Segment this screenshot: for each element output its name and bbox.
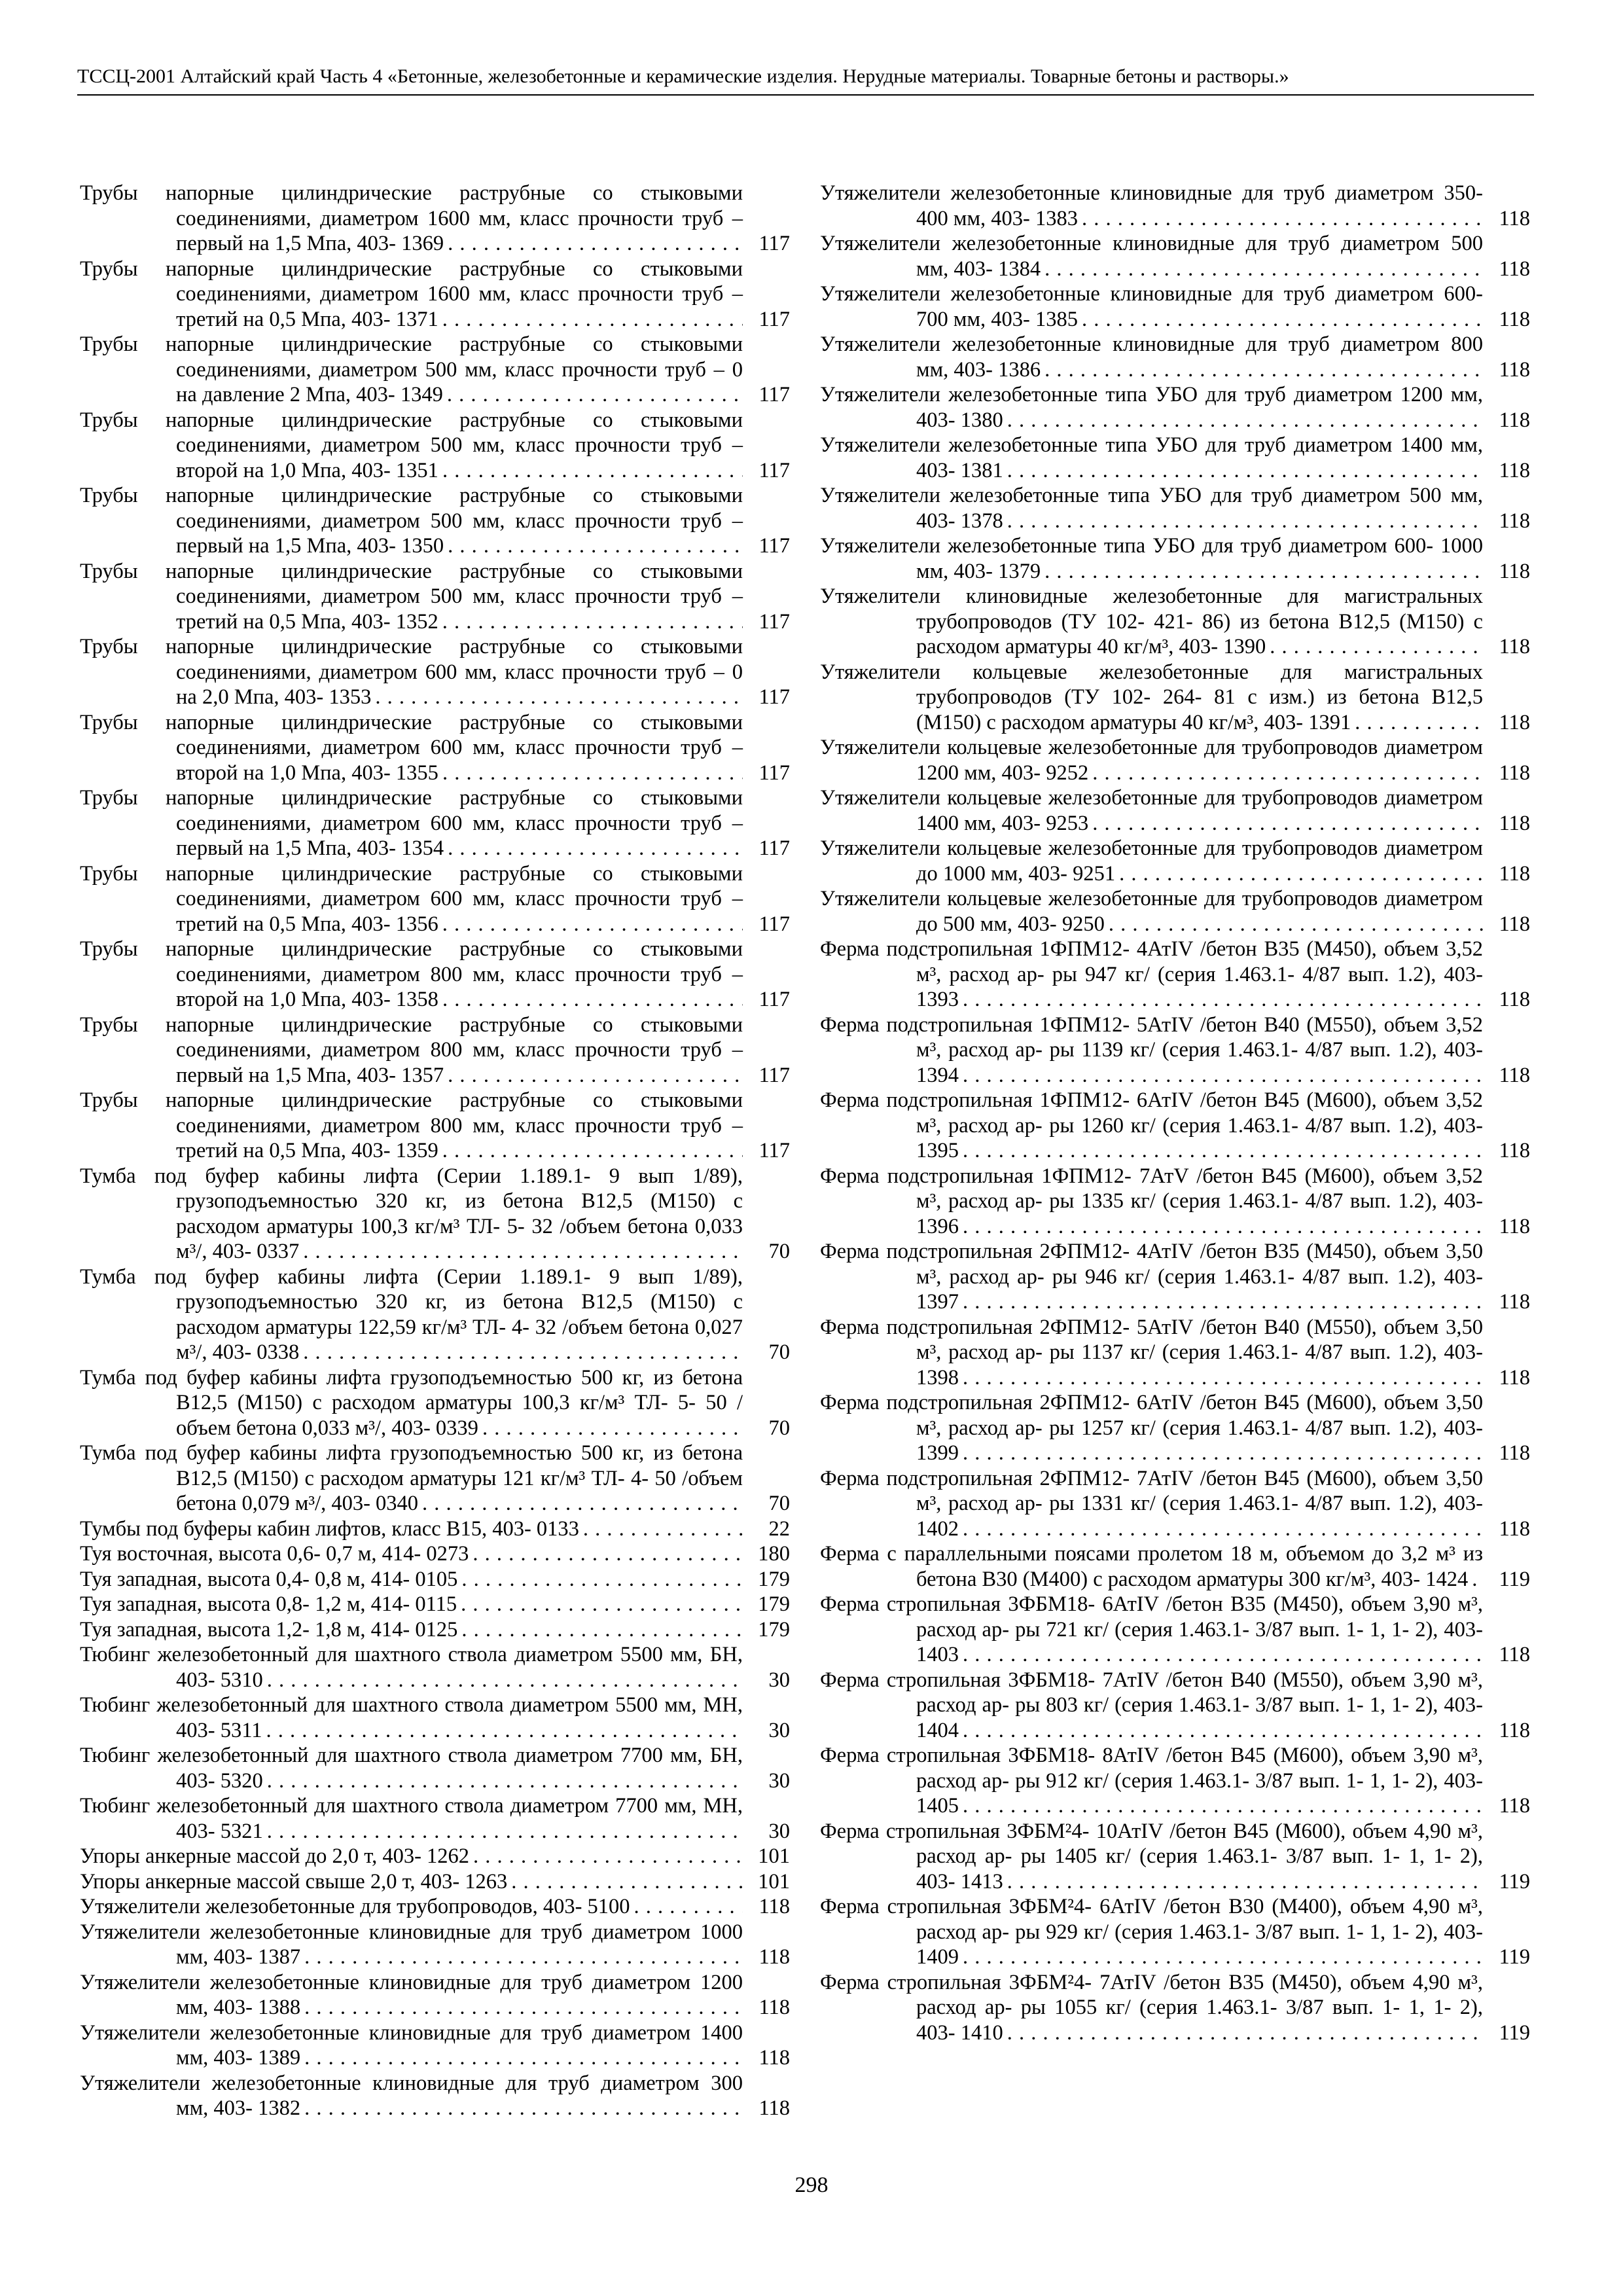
- index-entry-text: Трубы напорные цилиндрические раструбные со стыковыми соединениями, диаметром 600 мм, класс прочности труб – третий на 0,5 Мпа, 403- 1356: [80, 861, 743, 936]
- index-entry-page: 118: [1483, 987, 1530, 1013]
- index-entry-text: Ферма стропильная 3ФБМ18- 7АтIV /бетон В40 (М550), объем 3,90 м³, расход ар- ры 803 кг/ (серия 1.463.1- 3/87 вып. 1- 1, 1- 2), 403- 1404: [820, 1668, 1483, 1742]
- page-number: 298: [794, 2173, 829, 2197]
- index-entry-text: Трубы напорные цилиндрические раструбные со стыковыми соединениями, диаметром 1600 мм, класс прочности труб – первый на 1,5 Мпа, 403- 1369: [80, 181, 743, 255]
- index-entry-text: Туя западная, высота 0,8- 1,2 м, 414- 0115: [80, 1592, 457, 1616]
- index-entry-text: Утяжелители железобетонные клиновидные для труб диаметром 1200 мм, 403- 1388: [80, 1970, 743, 2019]
- index-entry: [80, 1592, 790, 1617]
- index-entry-page: 118: [743, 1945, 790, 1970]
- index-entry-page: 118: [1483, 861, 1530, 887]
- index-entry: [80, 483, 790, 559]
- index-entry-text: Трубы напорные цилиндрические раструбные со стыковыми соединениями, диаметром 500 мм, класс прочности труб – 0 на давление 2 Мпа, 403- 1349: [80, 332, 743, 406]
- index-entry-text: Туя западная, высота 0,4- 0,8 м, 414- 0105: [80, 1567, 458, 1591]
- index-entry-text: Утяжелители железобетонные клиновидные для труб диаметром 350- 400 мм, 403- 1383: [820, 181, 1483, 230]
- index-entry-text: Ферма подстропильная 1ФПМ12- 7АтV /бетон В45 (М600), объем 3,52 м³, расход ар- ры 1335 кг/ (серия 1.463.1- 4/87 вып. 1.2), 403- 1396: [820, 1164, 1483, 1238]
- index-entry-text: Утяжелители железобетонные клиновидные для труб диаметром 600- 700 мм, 403- 1385: [820, 282, 1483, 331]
- index-entry: [820, 332, 1530, 382]
- index-entry: [820, 1668, 1530, 1744]
- index-entry: [80, 1920, 790, 1970]
- index-entry-text: Утяжелители железобетонные клиновидные для труб диаметром 300 мм, 403- 1382: [80, 2071, 743, 2120]
- index-entry: [820, 1466, 1530, 1542]
- index-entry-text: Утяжелители железобетонные клиновидные для труб диаметром 500 мм, 403- 1384: [820, 232, 1483, 281]
- index-entry: [80, 408, 790, 484]
- index-entry: [80, 1567, 790, 1592]
- index-entry-text: Трубы напорные цилиндрические раструбные со стыковыми соединениями, диаметром 600 мм, класс прочности труб – второй на 1,0 Мпа, 403- 1355: [80, 710, 743, 785]
- index-entry-page: 70: [743, 1491, 790, 1516]
- index-entry-page: 117: [743, 231, 790, 257]
- index-entry-page: 118: [1483, 1214, 1530, 1240]
- index-entry-page: 117: [743, 761, 790, 786]
- index-entry: [80, 937, 790, 1013]
- index-entry-page: 117: [743, 685, 790, 710]
- index-entry-text: Утяжелители кольцевые железобетонные для магистральных трубопроводов (ТУ 102- 264- 81 с изм.) из бетона В12,5 (М150) с расходом арматуры 40 кг/м³, 403- 1391: [820, 660, 1483, 734]
- index-entry-text: Ферма стропильная 3ФБМ²4- 7АтIV /бетон В35 (М450), объем 4,90 м³, расход ар- ры 1055 кг/ (серия 1.463.1- 3/87 вып. 1- 1, 1- 2), 403- 1410: [820, 1970, 1483, 2045]
- index-entry: [820, 281, 1530, 332]
- index-entry-text: Ферма подстропильная 1ФПМ12- 6АтIV /бетон В45 (М600), объем 3,52 м³, расход ар- ры 1260 кг/ (серия 1.463.1- 4/87 вып. 1.2), 403- 1395: [820, 1088, 1483, 1162]
- index-entry-page: 117: [743, 609, 790, 635]
- index-entry-page: 118: [1483, 1793, 1530, 1819]
- index-entry-text: Утяжелители железобетонные типа УБО для труб диаметром 1400 мм, 403- 1381: [820, 433, 1483, 482]
- index-entry: [820, 1315, 1530, 1391]
- index-entry-text: Тумба под буфер кабины лифта грузоподъемностью 500 кг, из бетона В12,5 (М150) с расходом арматуры 121 кг/м³ ТЛ- 4- 50 /объем бетона 0,079 м³/, 403- 0340: [80, 1441, 743, 1515]
- index-entry-page: 117: [743, 1138, 790, 1164]
- index-entry-page: 118: [1483, 1516, 1530, 1542]
- index-entry-page: 30: [743, 1668, 790, 1693]
- index-entry-text: Ферма с параллельными поясами пролетом 18 м, объемом до 3,2 м³ из бетона В30 (М400) с расходом арматуры 300 кг/м³, 403- 1424: [820, 1542, 1483, 1591]
- index-entry-page: 30: [743, 1718, 790, 1744]
- index-entry-text: Туя западная, высота 1,2- 1,8 м, 414- 0125: [80, 1617, 458, 1641]
- index-entry-text: Ферма подстропильная 2ФПМ12- 5АтIV /бетон В40 (М550), объем 3,50 м³, расход ар- ры 1137 кг/ (серия 1.463.1- 4/87 вып. 1.2), 403- 1398: [820, 1315, 1483, 1390]
- index-entry-text: Ферма стропильная 3ФБМ²4- 10АтIV /бетон В45 (М600), объем 4,90 м³, расход ар- ры 1405 кг/ (серия 1.463.1- 3/87 вып. 1- 1, 1- 2), 403- 1413: [820, 1819, 1483, 1893]
- index-entry: [80, 634, 790, 710]
- index-entry-page: 118: [1483, 257, 1530, 282]
- index-entry-page: 118: [1483, 1289, 1530, 1315]
- index-entry: [820, 1088, 1530, 1164]
- index-entry-text: Утяжелители клиновидные железобетонные для магистральных трубопроводов (ТУ 102- 421- 86) из бетона В12,5 (М150) с расходом арматуры 40 кг/м³, 403- 1390: [820, 584, 1483, 658]
- index-entry: [80, 1970, 790, 2020]
- index-entry: [80, 1365, 790, 1441]
- index-entry: [820, 1592, 1530, 1668]
- index-entry-text: Ферма стропильная 3ФБМ18- 6АтIV /бетон В35 (М450), объем 3,90 м³, расход ар- ры 721 кг/ (серия 1.463.1- 3/87 вып. 1- 1, 1- 2), 403- 1403: [820, 1592, 1483, 1666]
- index-entry: [820, 836, 1530, 886]
- index-entry: [820, 1239, 1530, 1315]
- index-entry-page: 118: [743, 2096, 790, 2121]
- index-entry: [80, 257, 790, 332]
- index-entry-text: Трубы напорные цилиндрические раструбные со стыковыми соединениями, диаметром 1600 мм, класс прочности труб – третий на 0,5 Мпа, 403- 1371: [80, 257, 743, 331]
- index-entry-page: 118: [743, 1894, 790, 1920]
- index-entry-page: 70: [743, 1340, 790, 1365]
- index-entry-text: Ферма подстропильная 2ФПМ12- 4АтIV /бетон В35 (М450), объем 3,50 м³, расход ар- ры 946 кг/ (серия 1.463.1- 4/87 вып. 1.2), 403- 1397: [820, 1240, 1483, 1314]
- index-entry-text: Трубы напорные цилиндрические раструбные со стыковыми соединениями, диаметром 800 мм, класс прочности труб – второй на 1,0 Мпа, 403- 1358: [80, 937, 743, 1011]
- index-entry-text: Утяжелители кольцевые железобетонные для трубопроводов диаметром до 500 мм, 403- 9250: [820, 887, 1483, 936]
- index-entry-page: 117: [743, 382, 790, 408]
- index-entry-page: 70: [743, 1416, 790, 1441]
- index-entry-page: 30: [743, 1819, 790, 1844]
- index-column-left: [80, 181, 790, 2121]
- index-entry-page: 118: [1483, 206, 1530, 232]
- index-entry-text: Утяжелители железобетонные клиновидные для труб диаметром 800 мм, 403- 1386: [820, 332, 1483, 382]
- index-entry-page: 118: [1483, 408, 1530, 433]
- index-entry: [80, 1642, 790, 1693]
- index-entry-text: Тюбинг железобетонный для шахтного ствола диаметром 5500 мм, МН, 403- 5311: [80, 1693, 743, 1742]
- index-entry: [820, 533, 1530, 584]
- index-entry: [820, 231, 1530, 281]
- index-entry: [820, 1894, 1530, 1970]
- index-entry-text: Тюбинг железобетонный для шахтного ствола диаметром 5500 мм, БН, 403- 5310: [80, 1643, 743, 1692]
- index-entry-text: Утяжелители железобетонные типа УБО для труб диаметром 600- 1000 мм, 403- 1379: [820, 534, 1483, 583]
- index-entry-text: Утяжелители железобетонные клиновидные для труб диаметром 1000 мм, 403- 1387: [80, 1920, 743, 1969]
- index-entry: [820, 1390, 1530, 1466]
- index-entry-page: 117: [743, 533, 790, 559]
- index-entry: [80, 1516, 790, 1542]
- index-entry-page: 119: [1483, 1567, 1530, 1592]
- index-entry-page: 179: [743, 1592, 790, 1617]
- index-entry-text: Трубы напорные цилиндрические раструбные со стыковыми соединениями, диаметром 600 мм, класс прочности труб – первый на 1,5 Мпа, 403- 1354: [80, 786, 743, 860]
- index-entry: [820, 785, 1530, 836]
- index-entry: [80, 181, 790, 257]
- index-entry: [820, 1013, 1530, 1088]
- index-entry: [80, 1541, 790, 1567]
- index-entry-page: 101: [743, 1869, 790, 1895]
- index-entry-page: 118: [1483, 1642, 1530, 1668]
- index-entry: [820, 483, 1530, 533]
- index-entry-page: 70: [743, 1239, 790, 1265]
- index-entry: [820, 886, 1530, 937]
- index-entry-page: 118: [1483, 1718, 1530, 1744]
- index-entry-page: 118: [1483, 1365, 1530, 1391]
- index-entry-page: 118: [1483, 811, 1530, 836]
- index-entry-text: Утяжелители железобетонные типа УБО для труб диаметром 500 мм, 403- 1378: [820, 484, 1483, 533]
- index-entry-text: Тумба под буфер кабины лифта (Серии 1.189.1- 9 вып 1/89), грузоподъемностью 320 кг, из бетона В12,5 (М150) с расходом арматуры 122,59 кг/м³ ТЛ- 4- 32 /объем бетона 0,027 м³/, 403- 0338: [80, 1265, 743, 1364]
- index-entry-page: 118: [743, 2045, 790, 2071]
- index-entry-text: Тюбинг железобетонный для шахтного ствола диаметром 7700 мм, МН, 403- 5321: [80, 1794, 743, 1843]
- index-entry-page: 117: [743, 912, 790, 937]
- index-entry-text: Трубы напорные цилиндрические раструбные со стыковыми соединениями, диаметром 500 мм, класс прочности труб – первый на 1,5 Мпа, 403- 1350: [80, 484, 743, 558]
- index-entry-text: Тумба под буфер кабины лифта грузоподъемностью 500 кг, из бетона В12,5 (М150) с расходом арматуры 100,3 кг/м³ ТЛ- 5- 50 /объем бетона 0,033 м³/, 403- 0339: [80, 1365, 743, 1440]
- index-entry-page: 118: [1483, 307, 1530, 332]
- index-entry: [80, 1013, 790, 1088]
- index-entry-page: 118: [1483, 761, 1530, 786]
- index-entry: [80, 785, 790, 861]
- index-entry: [80, 2071, 790, 2121]
- index-entry-page: 179: [743, 1567, 790, 1592]
- index-entry: [80, 1617, 790, 1643]
- index-entry-text: Тумбы под буферы кабин лифтов, класс В15, 403- 0133: [80, 1516, 579, 1541]
- index-entry-text: Трубы напорные цилиндрические раструбные со стыковыми соединениями, диаметром 600 мм, класс прочности труб – 0 на 2,0 Мпа, 403- 1353: [80, 635, 743, 709]
- index-entry-page: 22: [743, 1516, 790, 1542]
- index-entry-text: Утяжелители кольцевые железобетонные для трубопроводов диаметром до 1000 мм, 403- 9251: [820, 836, 1483, 886]
- index-entry-page: 118: [743, 1995, 790, 2020]
- index-entry: [820, 382, 1530, 433]
- index-entry: [80, 559, 790, 635]
- index-entry-page: 117: [743, 987, 790, 1013]
- index-entry-page: 30: [743, 1768, 790, 1794]
- index-entry: [820, 1541, 1530, 1592]
- index-entry-page: 117: [743, 307, 790, 332]
- index-entry: [80, 1793, 790, 1844]
- index-entry-page: 118: [1483, 912, 1530, 937]
- index-entry: [80, 1088, 790, 1164]
- index-entry-text: Упоры анкерные массой до 2,0 т, 403- 1262: [80, 1844, 470, 1868]
- index-entry-page: 119: [1483, 1945, 1530, 1970]
- index-entry: [80, 1743, 790, 1793]
- index-entry-page: 118: [1483, 634, 1530, 660]
- index-entry-text: Утяжелители кольцевые железобетонные для трубопроводов диаметром 1400 мм, 403- 9253: [820, 786, 1483, 835]
- index-entry: [80, 1894, 790, 1920]
- index-entry: [820, 1743, 1530, 1819]
- index-entry-page: 118: [1483, 1063, 1530, 1088]
- index-entry-text: Ферма подстропильная 1ФПМ12- 4АтIV /бетон В35 (М450), объем 3,52 м³, расход ар- ры 947 кг/ (серия 1.463.1- 4/87 вып. 1.2), 403- 1393: [820, 937, 1483, 1011]
- index-entry: [80, 710, 790, 786]
- index-entry: [80, 861, 790, 937]
- index-entry-text: Утяжелители железобетонные типа УБО для труб диаметром 1200 мм, 403- 1380: [820, 383, 1483, 432]
- running-header: [77, 64, 1534, 96]
- index-entry-page: 118: [1483, 710, 1530, 736]
- index-entry-page: 117: [743, 458, 790, 484]
- index-entry-text: Трубы напорные цилиндрические раструбные со стыковыми соединениями, диаметром 800 мм, класс прочности труб – первый на 1,5 Мпа, 403- 1357: [80, 1013, 743, 1087]
- index-entry-text: Утяжелители железобетонные для трубопроводов, 403- 5100: [80, 1895, 630, 1918]
- index-entry-text: Тумба под буфер кабины лифта (Серии 1.189.1- 9 вып 1/89), грузоподъемностью 320 кг, из бетона В12,5 (М150) с расходом арматуры 100,3 кг/м³ ТЛ- 5- 32 /объем бетона 0,033 м³/, 403- 0337: [80, 1164, 743, 1263]
- index-entry-text: Утяжелители железобетонные клиновидные для труб диаметром 1400 мм, 403- 1389: [80, 2020, 743, 2070]
- index-entry: [80, 332, 790, 408]
- index-entry: [820, 735, 1530, 785]
- index-entry-page: 119: [1483, 2020, 1530, 2046]
- index-entry: [820, 181, 1530, 231]
- index-entry: [820, 937, 1530, 1013]
- index-entry-text: Ферма стропильная 3ФБМ18- 8АтIV /бетон В45 (М600), объем 3,90 м³, расход ар- ры 912 кг/ (серия 1.463.1- 3/87 вып. 1- 1, 1- 2), 403- 1405: [820, 1744, 1483, 1818]
- index-entry-text: Тюбинг железобетонный для шахтного ствола диаметром 7700 мм, БН, 403- 5320: [80, 1744, 743, 1793]
- index-entry-page: 118: [1483, 1138, 1530, 1164]
- index-entry: [820, 1819, 1530, 1895]
- index-entry: [80, 1441, 790, 1516]
- index-entry: [820, 660, 1530, 736]
- index-entry-text: Ферма подстропильная 2ФПМ12- 6АтIV /бетон В45 (М600), объем 3,50 м³, расход ар- ры 1257 кг/ (серия 1.463.1- 4/87 вып. 1.2), 403- 1399: [820, 1391, 1483, 1465]
- index-column-right: [820, 181, 1530, 2045]
- index-entry-text: Утяжелители кольцевые железобетонные для трубопроводов диаметром 1200 мм, 403- 9252: [820, 736, 1483, 785]
- index-entry: [80, 1844, 790, 1869]
- index-entry-text: Ферма подстропильная 1ФПМ12- 5АтIV /бетон В40 (М550), объем 3,52 м³, расход ар- ры 1139 кг/ (серия 1.463.1- 4/87 вып. 1.2), 403- 1394: [820, 1013, 1483, 1087]
- index-entry-page: 179: [743, 1617, 790, 1643]
- index-entry-text: Туя восточная, высота 0,6- 0,7 м, 414- 0273: [80, 1542, 469, 1566]
- index-entry-page: 117: [743, 1063, 790, 1088]
- index-entry-page: 118: [1483, 559, 1530, 584]
- index-entry: [820, 584, 1530, 660]
- index-entry-page: 118: [1483, 1441, 1530, 1466]
- index-entry-page: 118: [1483, 509, 1530, 534]
- index-entry: [820, 1970, 1530, 2046]
- index-entry-text: Трубы напорные цилиндрические раструбные со стыковыми соединениями, диаметром 500 мм, класс прочности труб – второй на 1,0 Мпа, 403- 1351: [80, 408, 743, 482]
- index-entry: [80, 2020, 790, 2071]
- index-entry-text: Трубы напорные цилиндрические раструбные со стыковыми соединениями, диаметром 500 мм, класс прочности труб – третий на 0,5 Мпа, 403- 1352: [80, 559, 743, 634]
- index-entry-text: Упоры анкерные массой свыше 2,0 т, 403- 1263: [80, 1869, 508, 1893]
- index-entry-page: 119: [1483, 1869, 1530, 1895]
- index-entry: [820, 433, 1530, 483]
- index-entry-text: Ферма подстропильная 2ФПМ12- 7АтIV /бетон В45 (М600), объем 3,50 м³, расход ар- ры 1331 кг/ (серия 1.463.1- 4/87 вып. 1.2), 403- 1402: [820, 1466, 1483, 1541]
- index-entry: [820, 1164, 1530, 1240]
- running-header-title: ТССЦ-2001 Алтайский край Часть 4 «Бетонные, железобетонные и керамические изделия. Нерудные материалы. Товарные бетоны и растворы.»: [77, 65, 1289, 87]
- index-entry-page: 118: [1483, 357, 1530, 383]
- index-entry: [80, 1265, 790, 1365]
- index-entry-text: Ферма стропильная 3ФБМ²4- 6АтIV /бетон В30 (М400), объем 4,90 м³, расход ар- ры 929 кг/ (серия 1.463.1- 3/87 вып. 1- 1, 1- 2), 403- 1409: [820, 1895, 1483, 1969]
- index-entry-page: 118: [1483, 458, 1530, 484]
- index-entry-page: 101: [743, 1844, 790, 1869]
- index-entry-text: Трубы напорные цилиндрические раструбные со стыковыми соединениями, диаметром 800 мм, класс прочности труб – третий на 0,5 Мпа, 403- 1359: [80, 1088, 743, 1162]
- index-entry: [80, 1869, 790, 1895]
- index-entry: [80, 1693, 790, 1743]
- index-entry: [80, 1164, 790, 1265]
- index-entry-page: 117: [743, 836, 790, 861]
- index-entry-page: 180: [743, 1541, 790, 1567]
